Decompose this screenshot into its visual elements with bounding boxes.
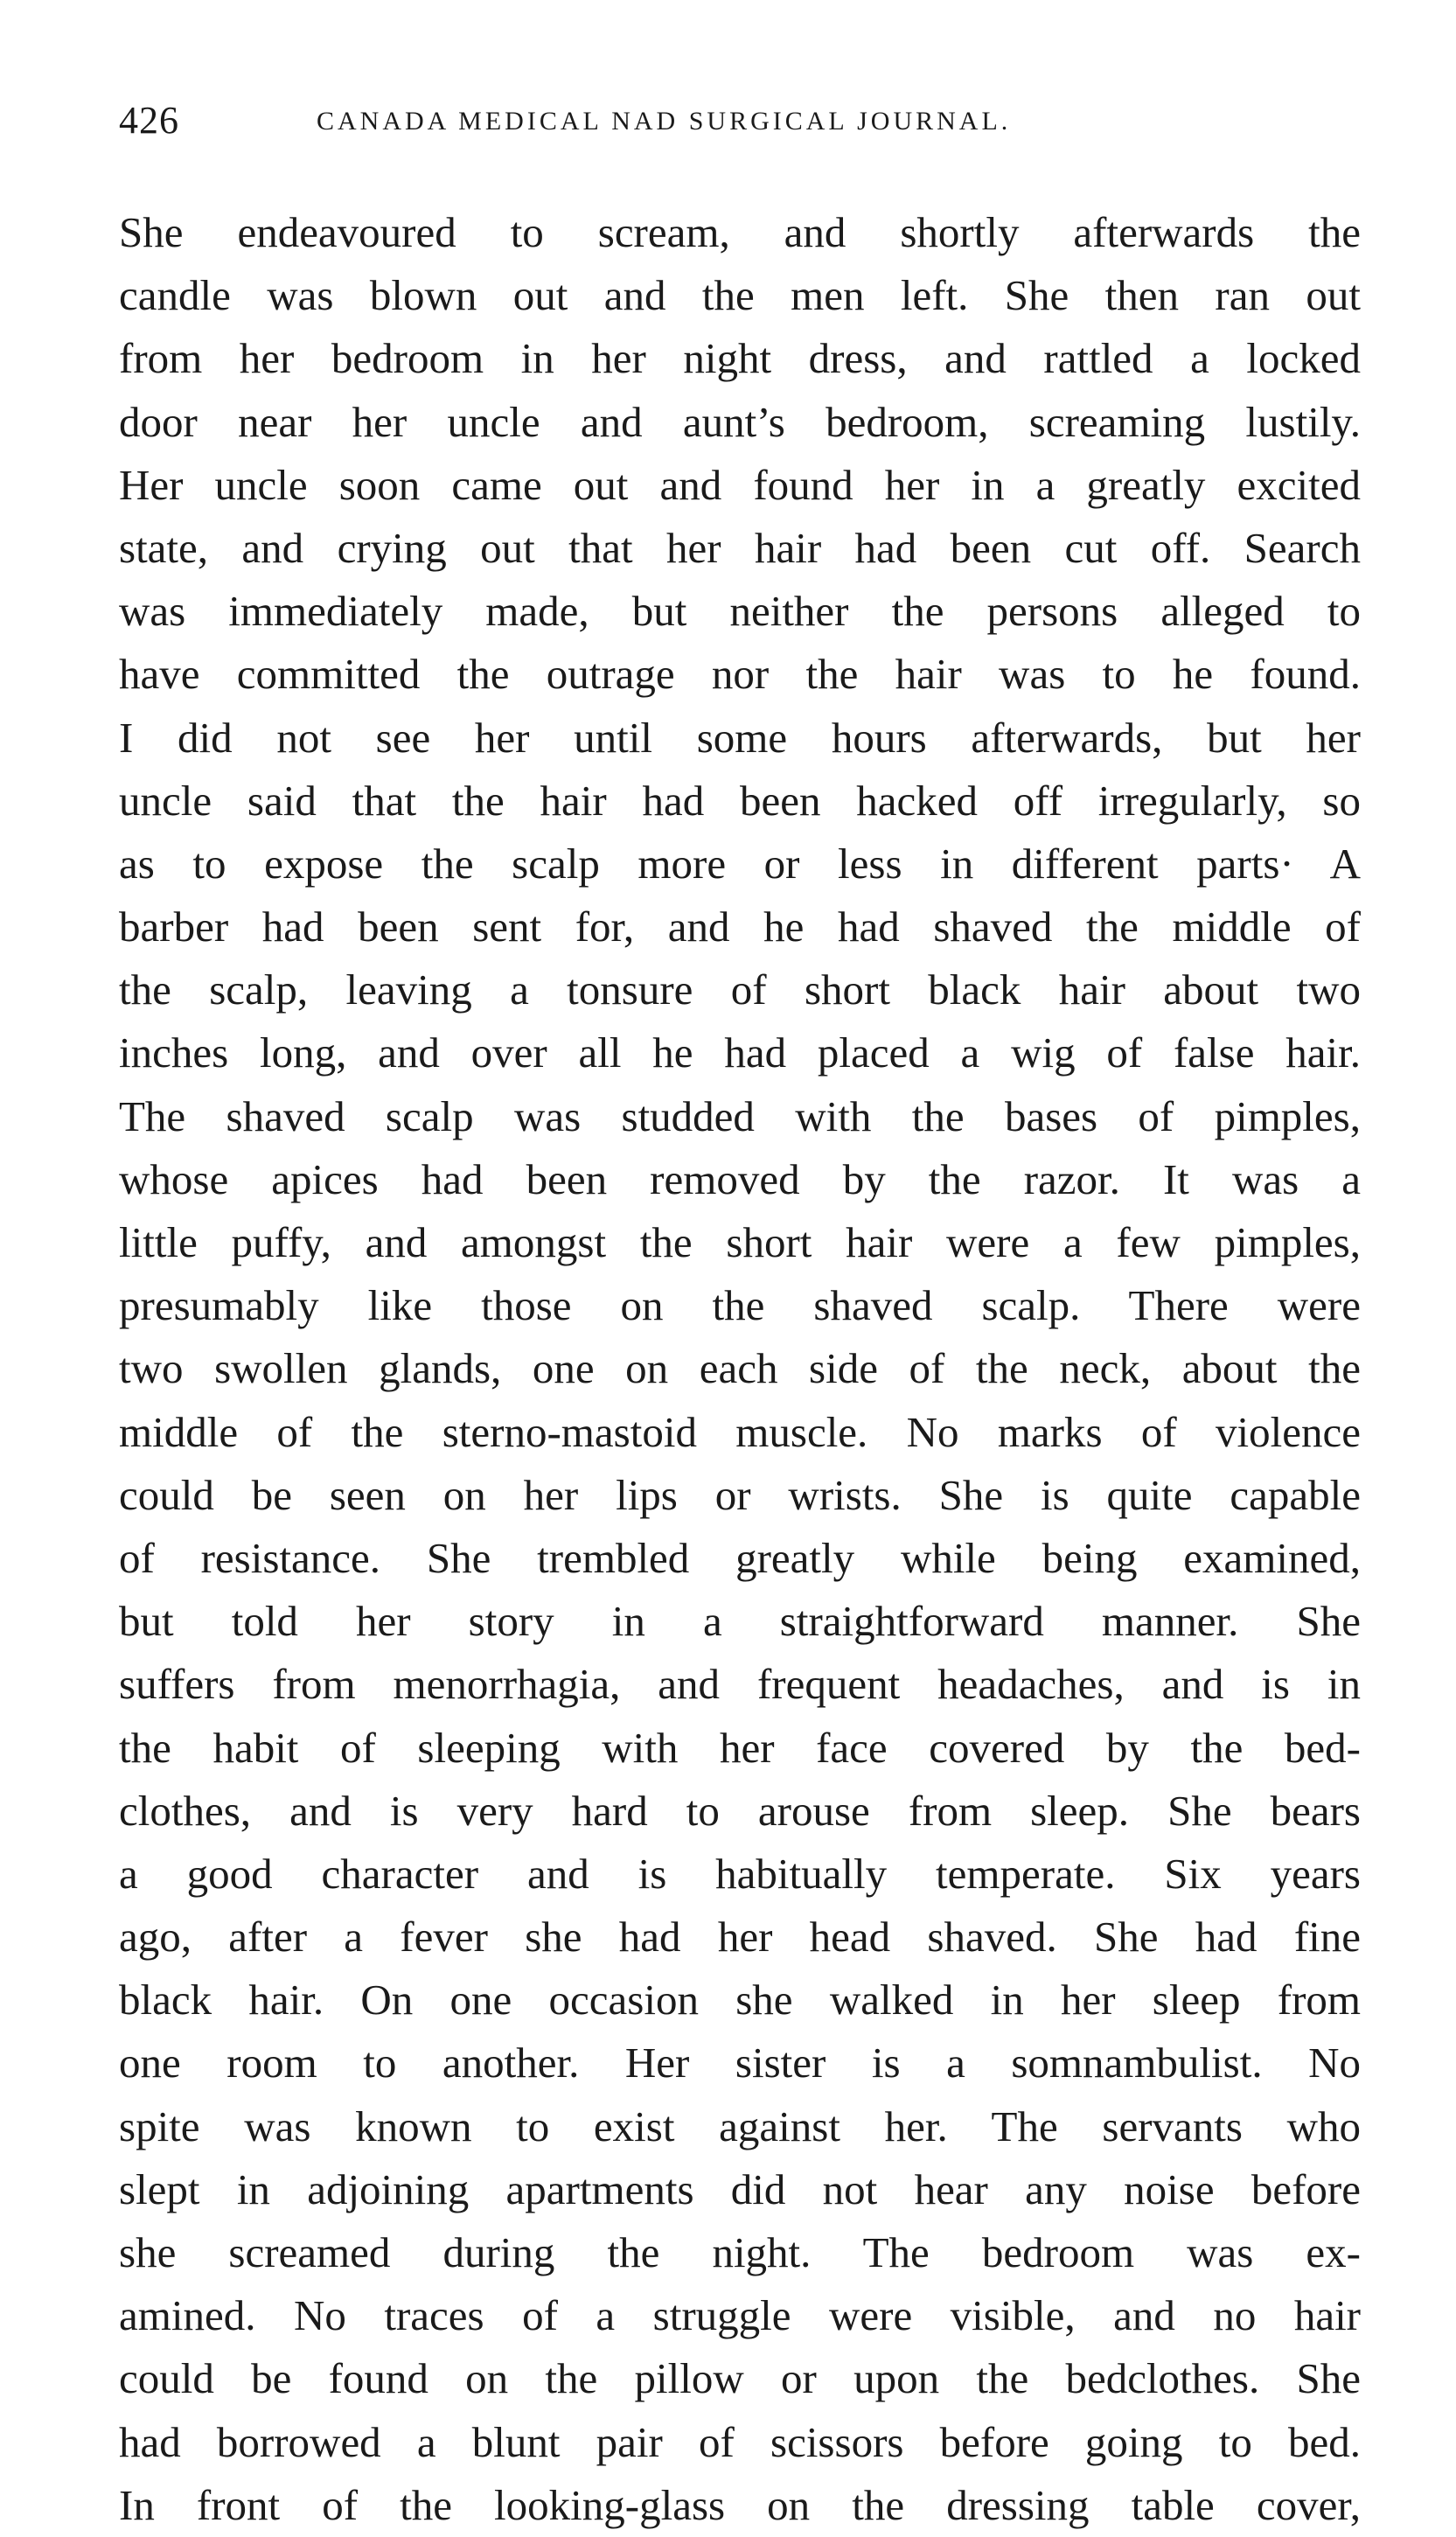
page-header bbox=[119, 98, 1361, 150]
text-line: In front of the looking-glass on the dressing table cover, bbox=[119, 2480, 1361, 2529]
page-number: 426 bbox=[119, 99, 179, 142]
text-line: black hair. On one occasion she walked in her sleep from bbox=[119, 1976, 1361, 2025]
text-line: but told her story in a straightforward manner. She bbox=[119, 1597, 1361, 1646]
text-line: inches long, and over all he had placed a wig of false hair. bbox=[119, 1028, 1361, 1077]
text-line: a good character and is habitually temperate. Six years bbox=[119, 1849, 1361, 1898]
text-line: uncle said that the hair had been hacked off irregularly, so bbox=[119, 776, 1361, 825]
text-line: suffers from menorrhagia, and frequent headaches, and is in bbox=[119, 1660, 1361, 1709]
text-line: Her uncle soon came out and found her in a greatly excited bbox=[119, 460, 1361, 509]
text-line: she screamed during the night. The bedroom was ex- bbox=[119, 2228, 1361, 2276]
text-line: had borrowed a blunt pair of scissors before going to bed. bbox=[119, 2417, 1361, 2466]
text-line: two swollen glands, one on each side of the neck, about the bbox=[119, 1344, 1361, 1393]
text-line: the scalp, leaving a tonsure of short black hair about two bbox=[119, 965, 1361, 1014]
text-line: could be found on the pillow or upon the bedclothes. She bbox=[119, 2354, 1361, 2403]
text-line: slept in adjoining apartments did not hear any noise before bbox=[119, 2164, 1361, 2213]
text-line: was immediately made, but neither the persons alleged to bbox=[119, 587, 1361, 636]
text-line: the habit of sleeping with her face covered by the bed- bbox=[119, 1723, 1361, 1772]
text-line: little puffy, and amongst the short hair were a few pimples, bbox=[119, 1218, 1361, 1266]
text-line: door near her uncle and aunt’s bedroom, screaming lustily. bbox=[119, 397, 1361, 446]
text-line: I did not see her until some hours afterwards, but her bbox=[119, 713, 1361, 762]
text-line: clothes, and is very hard to arouse from sleep. She bears bbox=[119, 1786, 1361, 1835]
text-line: The shaved scalp was studded with the bases of pimples, bbox=[119, 1091, 1361, 1140]
text-line: as to expose the scalp more or less in different parts· A bbox=[119, 839, 1361, 888]
text-line: of resistance. She trembled greatly while being examined, bbox=[119, 1533, 1361, 1582]
text-line: ago, after a fever she had her head shaved. She had fine bbox=[119, 1913, 1361, 1962]
text-line: whose apices had been removed by the razor. It was a bbox=[119, 1154, 1361, 1203]
text-line: She endeavoured to scream, and shortly afterwards the bbox=[119, 208, 1361, 256]
text-line: middle of the sterno-mastoid muscle. No marks of violence bbox=[119, 1407, 1361, 1456]
text-line: from her bedroom in her night dress, and rattled a locked bbox=[119, 334, 1361, 383]
text-line: state, and crying out that her hair had been cut off. Search bbox=[119, 523, 1361, 572]
text-line: amined. No traces of a struggle were visible, and no hair bbox=[119, 2291, 1361, 2340]
text-line: have committed the outrage nor the hair was to he found. bbox=[119, 650, 1361, 699]
text-line: could be seen on her lips or wrists. She is quite capable bbox=[119, 1470, 1361, 1519]
body-text bbox=[119, 201, 1361, 2537]
text-line: spite was known to exist against her. The servants who bbox=[119, 2101, 1361, 2150]
text-line: candle was blown out and the men left. She then ran out bbox=[119, 271, 1361, 320]
text-line: one room to another. Her sister is a somnambulist. No bbox=[119, 2039, 1361, 2087]
text-line: barber had been sent for, and he had shaved the middle of bbox=[119, 903, 1361, 951]
text-line: presumably like those on the shaved scalp. There were bbox=[119, 1281, 1361, 1330]
running-head: CANADA MEDICAL NAD SURGICAL JOURNAL. bbox=[317, 107, 1012, 136]
